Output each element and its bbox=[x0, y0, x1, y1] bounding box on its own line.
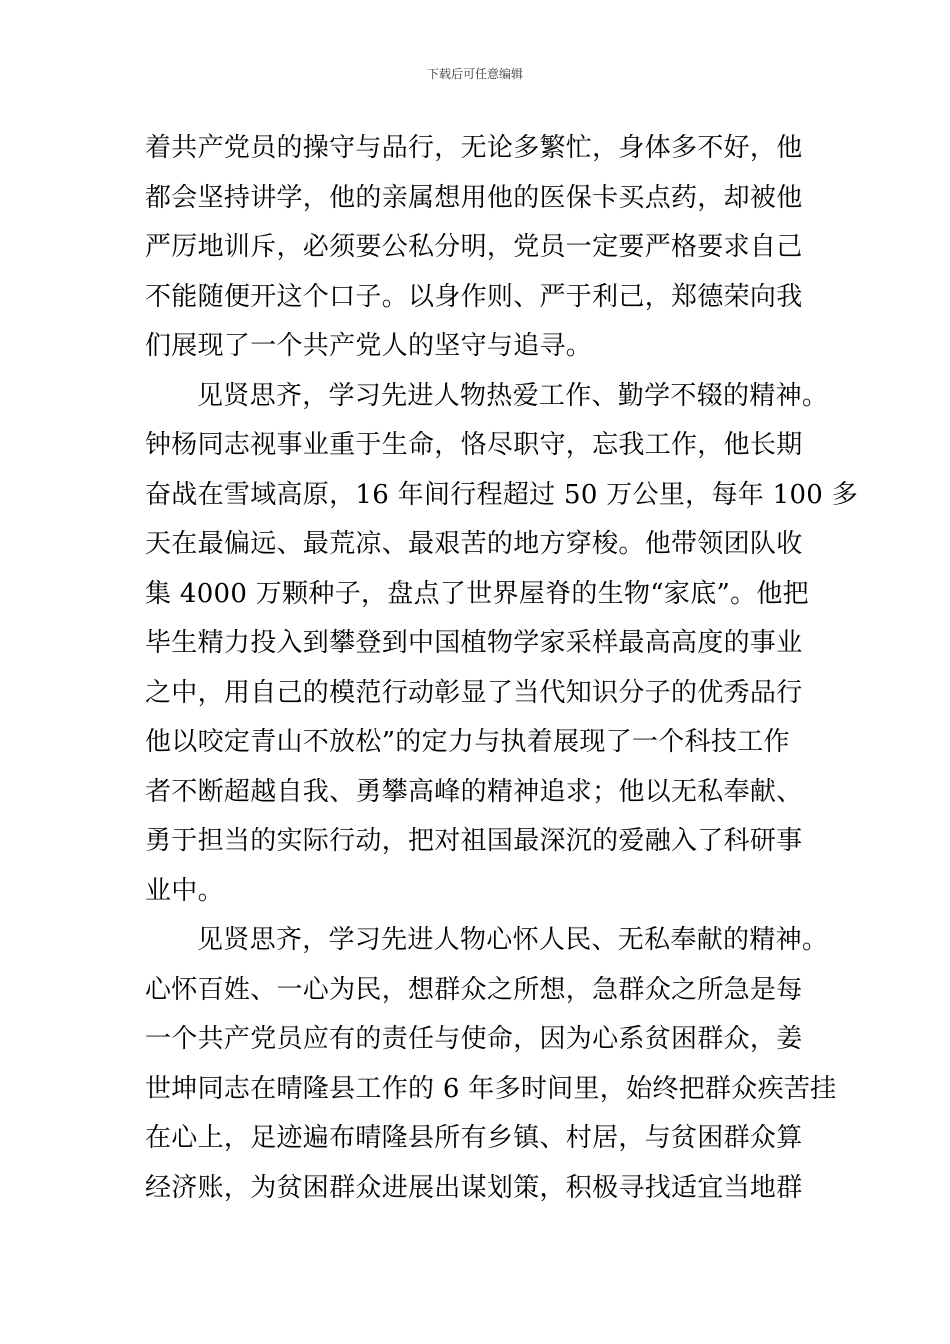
text-line: 天在最偏远、最荒凉、最艰苦的地方穿梭。他带领团队收 bbox=[145, 529, 803, 559]
text-line: 见贤思齐，学习先进人物心怀人民、无私奉献的精神。 bbox=[197, 925, 829, 955]
text-line: 钟杨同志视事业重于生命，恪尽职守，忘我工作，他长期 bbox=[145, 430, 803, 460]
text-line: 心怀百姓、一心为民，想群众之所想，急群众之所急是每 bbox=[145, 974, 803, 1005]
text-line: 世坤同志在晴隆县工作的 6 年多时间里，始终把群众疾苦挂 bbox=[145, 1073, 837, 1104]
paragraph bbox=[145, 124, 825, 372]
document-body bbox=[145, 124, 859, 1213]
text-line: 毕生精力投入到攀登到中国植物学家采样最高高度的事业 bbox=[145, 628, 803, 658]
text-line: 他以咬定青山不放松”的定力与执着展现了一个科技工作 bbox=[145, 727, 790, 757]
text-line: 经济账，为贫困群众进展出谋划策，积极寻找适宜当地群 bbox=[145, 1172, 803, 1203]
text-line: 之中，用自己的模范行动彰显了当代知识分子的优秀品行 bbox=[145, 677, 803, 708]
page-header: 下载后可任意编辑 bbox=[426, 67, 523, 81]
text-line: 着共产党员的操守与品行，无论多繁忙，身体多不好，他 bbox=[145, 133, 803, 163]
text-line: 在心上，足迹遍布晴隆县所有乡镇、村居，与贫困群众算 bbox=[145, 1123, 803, 1153]
text-line: 勇于担当的实际行动，把对祖国最深沉的爱融入了科研事 bbox=[145, 826, 803, 856]
text-line: 严厉地训斥，必须要公私分明，党员一定要严格要求自己 bbox=[145, 232, 803, 262]
text-line: 一个共产党员应有的责任与使命，因为心系贫困群众，姜 bbox=[145, 1024, 803, 1054]
paragraph bbox=[145, 916, 837, 1213]
paragraph bbox=[145, 372, 859, 917]
text-line: 不能随便开这个口子。以身作则、严于利己，郑德荣向我 bbox=[145, 281, 803, 312]
text-line: 奋战在雪域高原，16 年间行程超过 50 万公里，每年 100 多 bbox=[145, 479, 859, 510]
text-line: 都会坚持讲学，他的亲属想用他的医保卡买点药，却被他 bbox=[145, 182, 803, 213]
text-line: 者不断超越自我、勇攀高峰的精神追求；他以无私奉献、 bbox=[145, 776, 803, 807]
text-line: 集 4000 万颗种子，盘点了世界屋脊的生物“家底”。他把 bbox=[145, 578, 809, 609]
text-line: 们展现了一个共产党人的坚守与追寻。 bbox=[145, 331, 593, 361]
text-line: 见贤思齐，学习先进人物热爱工作、勤学不辍的精神。 bbox=[197, 380, 829, 411]
text-line: 业中。 bbox=[145, 875, 224, 906]
